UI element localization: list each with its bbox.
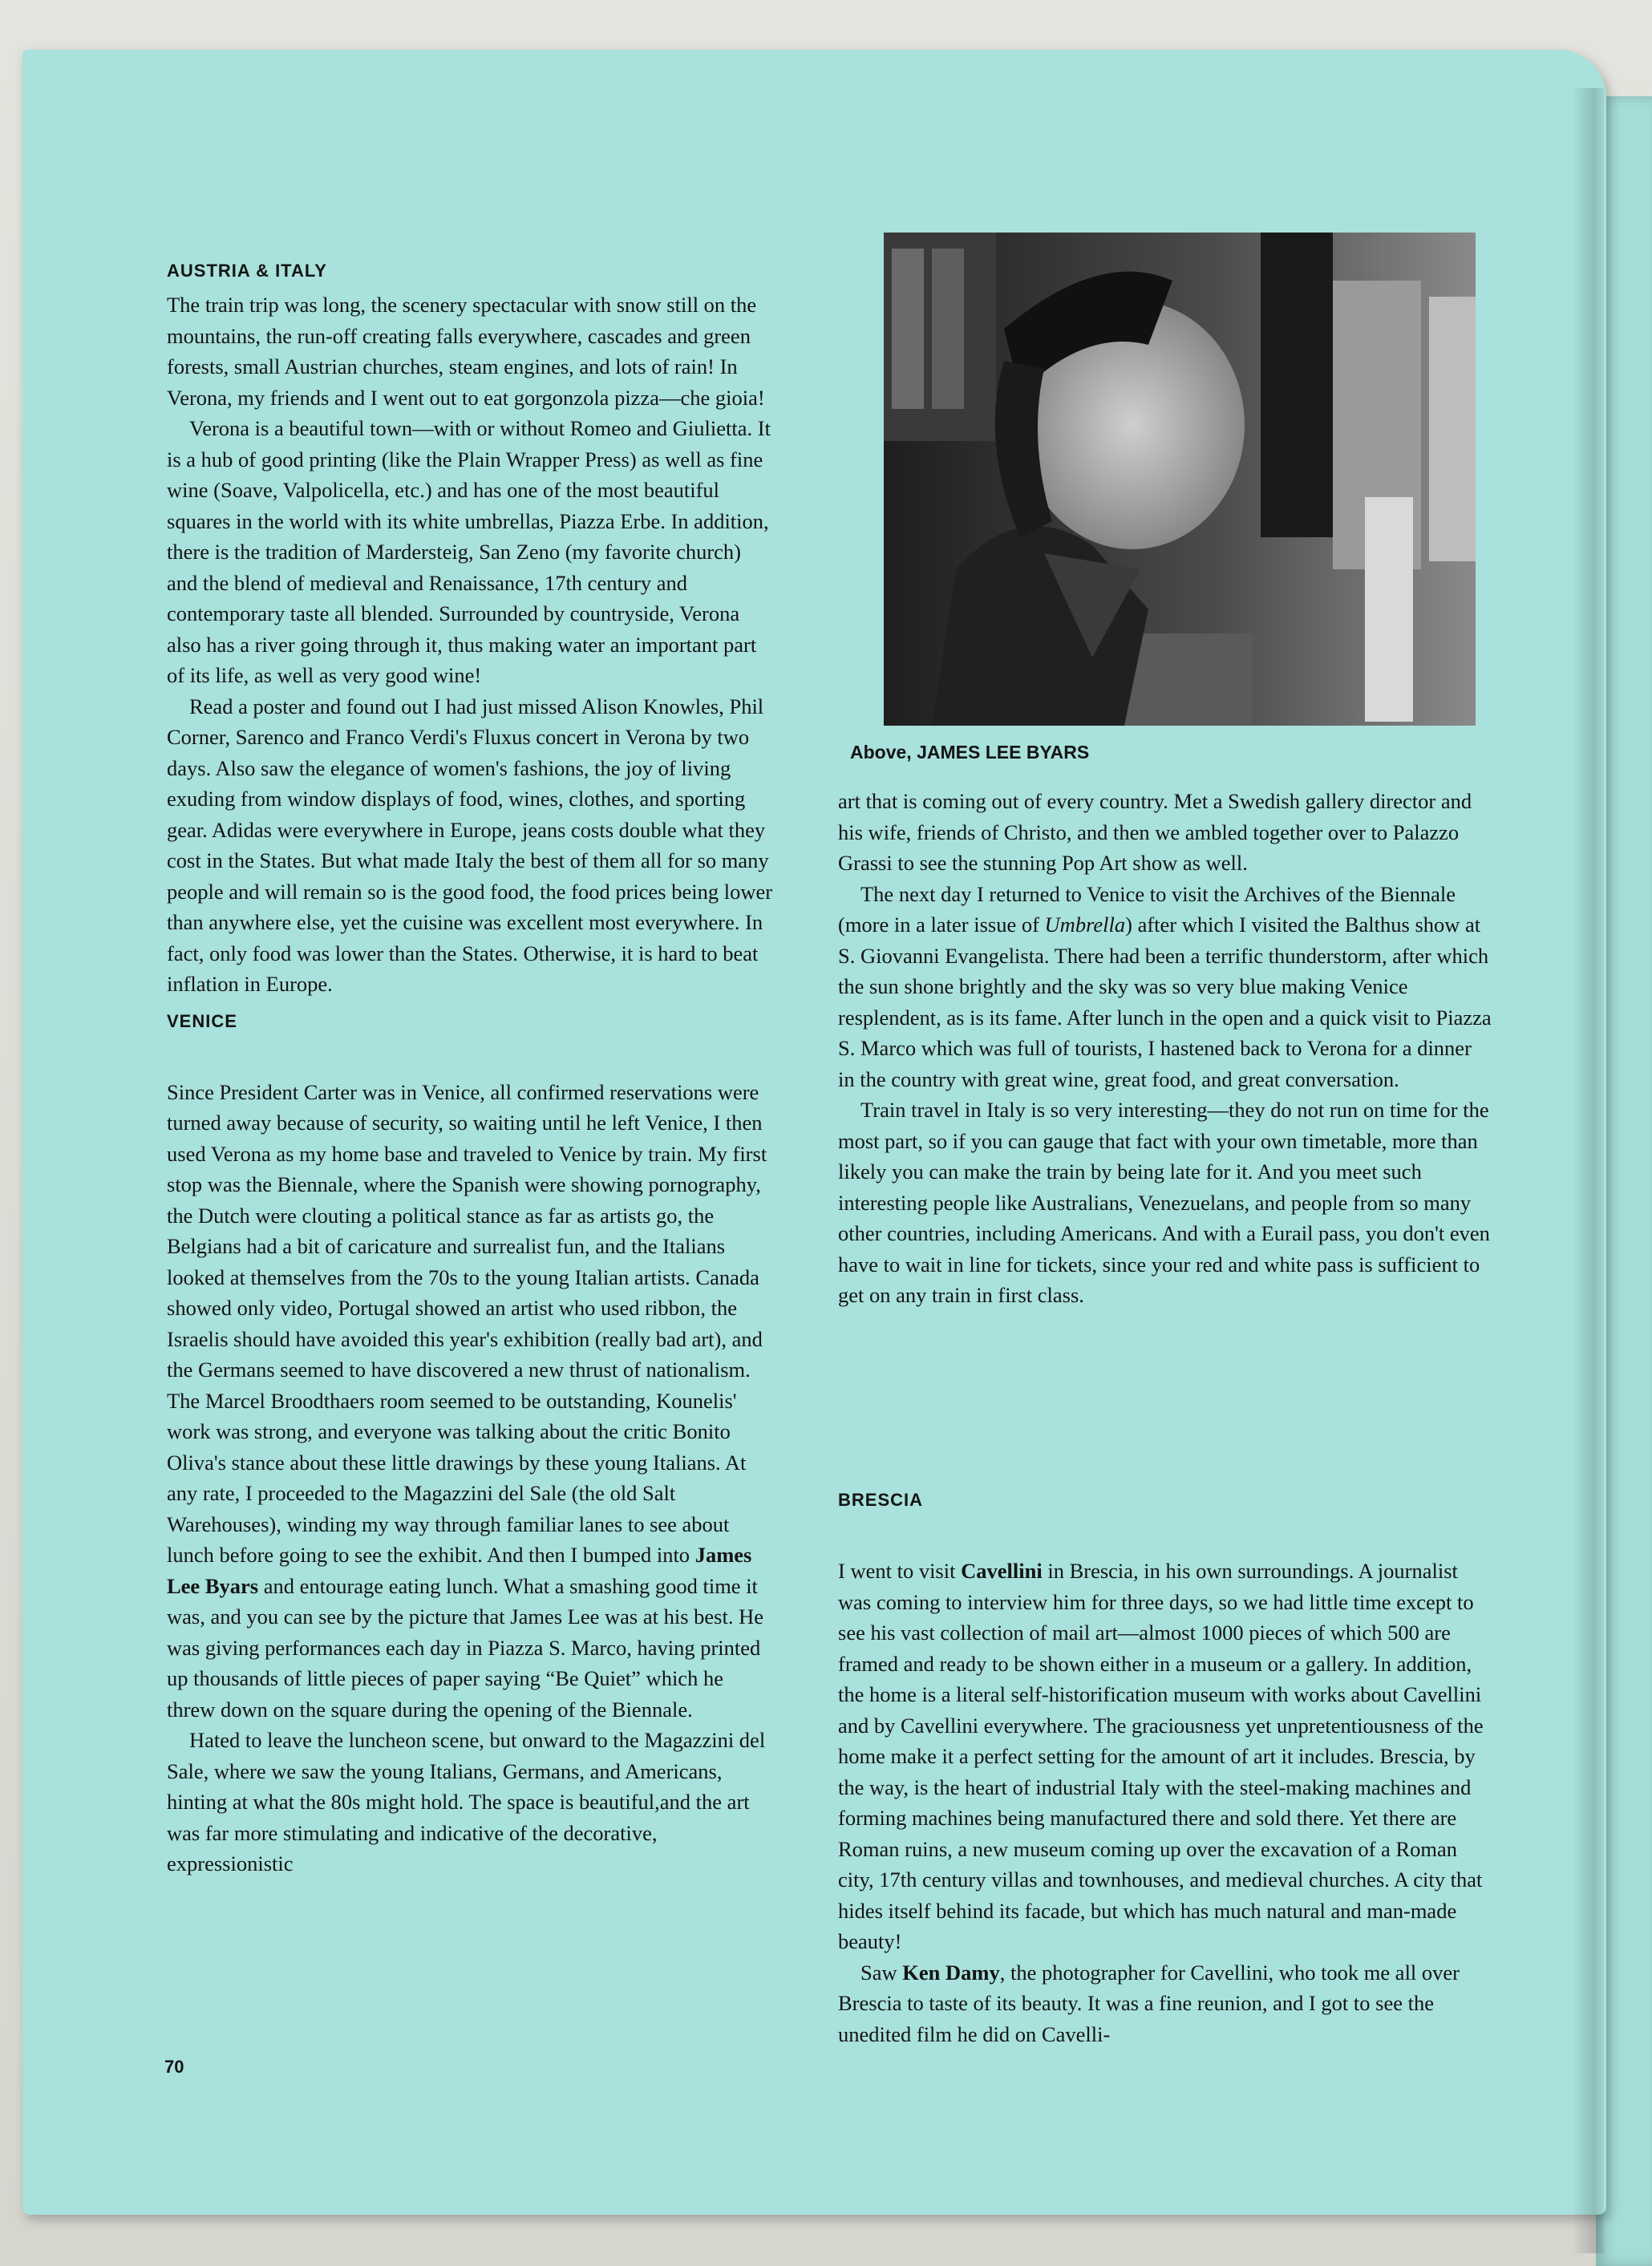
venice-paragraph-1 [167, 1077, 776, 1726]
brescia-paragraph-2 [838, 1957, 1492, 2050]
right-text-b: ) after which I visited the Balthus show at S. Giovanni Evangelista. There had been a terrific thunderstorm, after which the sun shone brightly and the sky was so very blue making Venice resplendent, as is its fame. After lunch in the open and a quick visit to Piazza S. Marco which was full of tourists, I hastened back to Verona for a dinner in the country with great wine, great food, and great conversation. [838, 912, 1492, 1091]
venice-paragraph-2: Hated to leave the luncheon scene, but onward to the Magazzini del Sale, where we saw the young Italians, Germans, and Americans, hinting at what the 80s might hold. The space is beautiful,and the art was far more stimulating and indicative of the decorative, expressionistic [167, 1728, 766, 1876]
caption-name: JAMES LEE BYARS [917, 742, 1090, 763]
austria-paragraph-2: Verona is a beautiful town—with or without Romeo and Giulietta. It is a hub of good printing (like the Plain Wrapper Press) as well as fine wine (Soave, Valpolicella, etc.) and has one of the most beautiful squares in the world with its white umbrellas, Piazza Erbe. In addition, there is the tradition of Mardersteig, San Zeno (my favorite church) and the blend of medieval and Renaissance, 17th century and contemporary taste all blended. Surrounded by countryside, Verona also has a river going through it, thus making water an important part of its life, as well as very good wine! [167, 416, 771, 687]
brescia-paragraph-1 [838, 1556, 1492, 1957]
venice-text-b: and entourage eating lunch. What a smashing good time it was, and you can see by the picture that James Lee was at his best. He was giving performances each day in Piazza S. Marco, having printed up thousands of little pieces of paper saying “Be Quiet” which he threw down on the square during the opening of the Biennale. [167, 1573, 763, 1722]
right-paragraph-3: Train travel in Italy is so very interesting—they do not run on time for the most part, so if you can gauge that fact with your own timetable, more than likely you can make the train by being late for it. And you meet such interesting people like Australians, Venezuelans, and people from so many other countries, including Americans. And with a Eurail pass, you don't even have to wait in line for tickets, since your red and white pass is sufficient to get on any train in first class. [838, 1098, 1490, 1307]
right-column [838, 786, 1492, 1311]
section-heading-venice: VENICE [167, 1010, 237, 1031]
right-paragraph-2 [838, 879, 1492, 1095]
venice-text-a: Since President Carter was in Venice, all confirmed reservations were turned away because of security, so waiting until he left Venice, I then used Verona as my home base and traveled to Venice by train. My first stop was the Biennale, where the Spanish were showing pornography, the Dutch were clouting a political stance as far as artists go, the Belgians had a bit of caricature and surrealist fun, and the Italians looked at themselves from the 70s to the young Italian artists. Canada showed only video, Portugal showed an artist who used ribbon, the Israelis should have avoided this year's exhibition (really bad art), and the Germans seemed to have discovered a new thrust of nationalism. The Marcel Broodthaers room seemed to be outstanding, Kounelis' work was strong, and everyone was talking about the critic Bonito Oliva's stance about these little drawings by these young Italians. At any rate, I proceeded to the Magazzini del Sale (the old Salt Warehouses), winding my way through familiar lanes to see about lunch before going to see the exhibit. And then I bumped into [167, 1079, 767, 1567]
brescia-name-cavellini: Cavellini [961, 1559, 1043, 1583]
right-paragraph-1: art that is coming out of every country. Met a Swedish gallery director and his wife, friends of Christo, and then we ambled together over to Palazzo Grassi to see the stunning Pop Art show as well. [838, 789, 1472, 875]
section-heading-brescia: BRESCIA [838, 1490, 924, 1510]
right-text-a: The next day I returned to Venice to visit the Archives of the Biennale (more in a later issue of [838, 881, 1456, 937]
brescia-text-c: Saw [860, 1960, 903, 1985]
brescia-section [838, 1490, 1492, 2050]
austria-paragraph-1: The train trip was long, the scenery spectacular with snow still on the mountains, the run-off creating falls everywhere, cascades and green forests, small Austrian churches, steam engines, and lots of rain! In Verona, my friends and I went out to eat gorgonzola pizza—che gioia! [167, 293, 765, 410]
left-column [167, 261, 776, 1880]
section-heading-austria-italy: AUSTRIA & ITALY [167, 261, 327, 281]
photo-james-lee-byars [884, 233, 1476, 726]
venice-name-byars: James Lee Byars [167, 1543, 752, 1598]
photo-caption [850, 742, 1492, 763]
portrait-photo-graphic [884, 233, 1476, 726]
brescia-text-b: in Brescia, in his own surroundings. A journalist was coming to interview him for three days, so we had little time except to see his vast collection of mail art—almost 1000 pieces of which 500 are framed and ready to be shown either in a museum or a gallery. In addition, the home is a literal self-historification museum with works about Cavellini and by Cavellini everywhere. The graciousness yet unpretentiousness of the home make it a perfect setting for the amount of art it includes. Brescia, by the way, is the heart of industrial Italy with the steel-making machines and forming machines being manufactured there and sold there. Yet there are Roman ruins, a new museum coming up over the excavation of a Roman city, 17th century villas and townhouses, and medieval churches. A city that hides itself behind its facade, but which has much natural and man-made beauty! [838, 1559, 1484, 1953]
page-gutter-shadow [1572, 88, 1604, 2253]
caption-prefix: Above, [850, 742, 912, 763]
brescia-text-a: I went to visit [838, 1559, 962, 1583]
austria-paragraph-3: Read a poster and found out I had just missed Alison Knowles, Phil Corner, Sarenco and Franco Verdi's Fluxus concert in Verona by two days. Also saw the elegance of women's fashions, the joy of living exuding from window displays of food, wines, clothes, and sporting gear. Adidas were everywhere in Europe, jeans costs double what they cost in the States. But what made Italy the best of them all for so many people and will remain so is the good food, the food prices being lower than anywhere else, yet the cuisine was excellent most everywhere. In fact, only food was lower than the States. Otherwise, it is hard to beat inflation in Europe. [167, 694, 773, 996]
brescia-name-damy: Ken Damy [902, 1960, 1000, 1985]
brescia-text-d: , the photographer for Cavellini, who took me all over Brescia to taste of its beauty. It was a fine reunion, and I got to see the unedited film he did on Cavelli- [838, 1960, 1460, 2046]
umbrella-title: Umbrella [1044, 912, 1126, 937]
page-number: 70 [164, 2057, 184, 2077]
